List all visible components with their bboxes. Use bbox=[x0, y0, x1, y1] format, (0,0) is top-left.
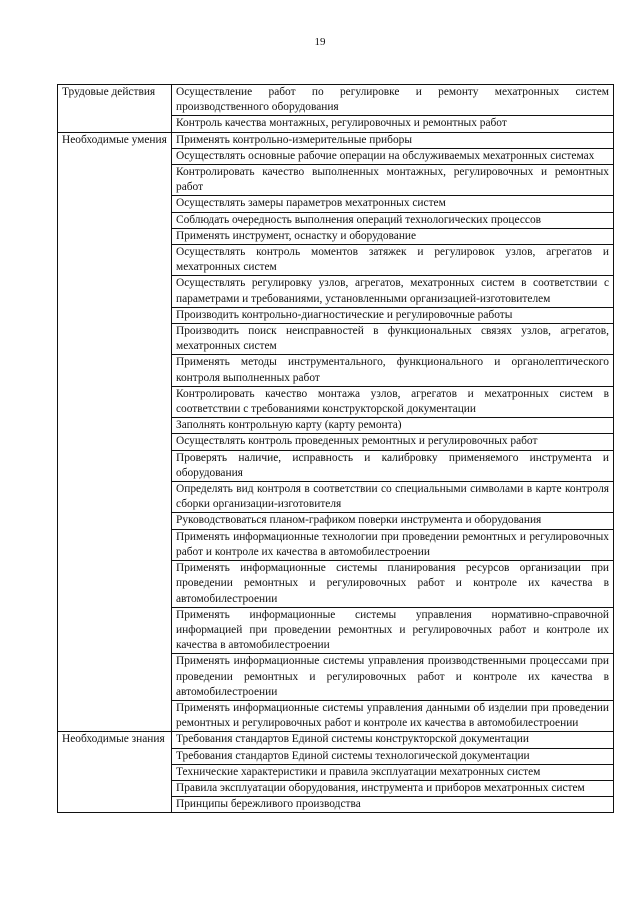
requirements-table-body bbox=[58, 85, 614, 813]
requirements-table bbox=[57, 84, 614, 813]
requirement-item: Применять информационные технологии при проведении ремонтных и регулировочных работ и контроле их качества в автомобилестроении bbox=[172, 529, 614, 560]
table-row bbox=[58, 732, 614, 748]
section-title: Необходимые умения bbox=[58, 132, 172, 732]
requirement-item: Руководствоваться планом-графиком поверки инструмента и оборудования bbox=[172, 513, 614, 529]
requirement-item: Применять информационные системы планирования ресурсов организации при проведении ремонтных и регулировочных работ и контроле их качества в автомобилестроении bbox=[172, 561, 614, 608]
page-number: 19 bbox=[314, 36, 326, 48]
requirement-item: Осуществлять основные рабочие операции на обслуживаемых мехатронных системах bbox=[172, 148, 614, 164]
requirement-item: Правила эксплуатации оборудования, инструмента и приборов мехатронных систем bbox=[172, 780, 614, 796]
requirement-item: Заполнять контрольную карту (карту ремонта) bbox=[172, 418, 614, 434]
requirement-item: Соблюдать очередность выполнения операций технологических процессов bbox=[172, 212, 614, 228]
requirement-item: Проверять наличие, исправность и калибровку применяемого инструмента и оборудования bbox=[172, 450, 614, 481]
requirement-item: Применять информационные системы управления данными об изделии при проведении ремонтных и регулировочных работ и контроле их качества в автомобилестроении bbox=[172, 700, 614, 731]
section-title: Трудовые действия bbox=[58, 85, 172, 133]
requirement-item: Применять методы инструментального, функционального и органолептического контроля выполненных работ bbox=[172, 355, 614, 386]
requirement-item: Требования стандартов Единой системы конструкторской документации bbox=[172, 732, 614, 748]
requirement-item: Требования стандартов Единой системы технологической документации bbox=[172, 748, 614, 764]
requirement-item: Осуществление работ по регулировке и ремонту мехатронных систем производственного оборудования bbox=[172, 85, 614, 116]
requirement-item: Контролировать качество монтажа узлов, агрегатов и мехатронных систем в соответствии с требованиями конструкторской документации bbox=[172, 386, 614, 417]
requirement-item: Применять инструмент, оснастку и оборудование bbox=[172, 228, 614, 244]
requirement-item: Производить поиск неисправностей в функциональных связях узлов, агрегатов, мехатронных систем bbox=[172, 324, 614, 355]
requirement-item: Применять контрольно-измерительные приборы bbox=[172, 132, 614, 148]
section-title: Необходимые знания bbox=[58, 732, 172, 813]
requirement-item: Принципы бережливого производства bbox=[172, 797, 614, 813]
requirement-item: Осуществлять контроль проведенных ремонтных и регулировочных работ bbox=[172, 434, 614, 450]
requirement-item: Производить контрольно-диагностические и регулировочные работы bbox=[172, 307, 614, 323]
requirement-item: Контролировать качество выполненных монтажных, регулировочных и ремонтных работ bbox=[172, 165, 614, 196]
requirement-item: Осуществлять контроль моментов затяжек и регулировок узлов, агрегатов и мехатронных систем bbox=[172, 245, 614, 276]
table-row bbox=[58, 85, 614, 116]
requirement-item: Осуществлять регулировку узлов, агрегатов, мехатронных систем в соответствии с параметрами и требованиями, установленными организацией-изготовителем bbox=[172, 276, 614, 307]
table-row bbox=[58, 132, 614, 148]
requirement-item: Определять вид контроля в соответствии со специальными символами в карте контроля сборки организации-изготовителя bbox=[172, 482, 614, 513]
requirement-item: Технические характеристики и правила эксплуатации мехатронных систем bbox=[172, 764, 614, 780]
requirement-item: Применять информационные системы управления производственными процессами при проведении ремонтных и регулировочных работ и контроле их качества в автомобилестроении bbox=[172, 654, 614, 701]
requirement-item: Осуществлять замеры параметров мехатронных систем bbox=[172, 196, 614, 212]
requirement-item: Применять информационные системы управления нормативно-справочной информацией при проведении ремонтных и регулировочных работ и контроле их качества в автомобилестроении bbox=[172, 607, 614, 654]
requirement-item: Контроль качества монтажных, регулировочных и ремонтных работ bbox=[172, 116, 614, 132]
